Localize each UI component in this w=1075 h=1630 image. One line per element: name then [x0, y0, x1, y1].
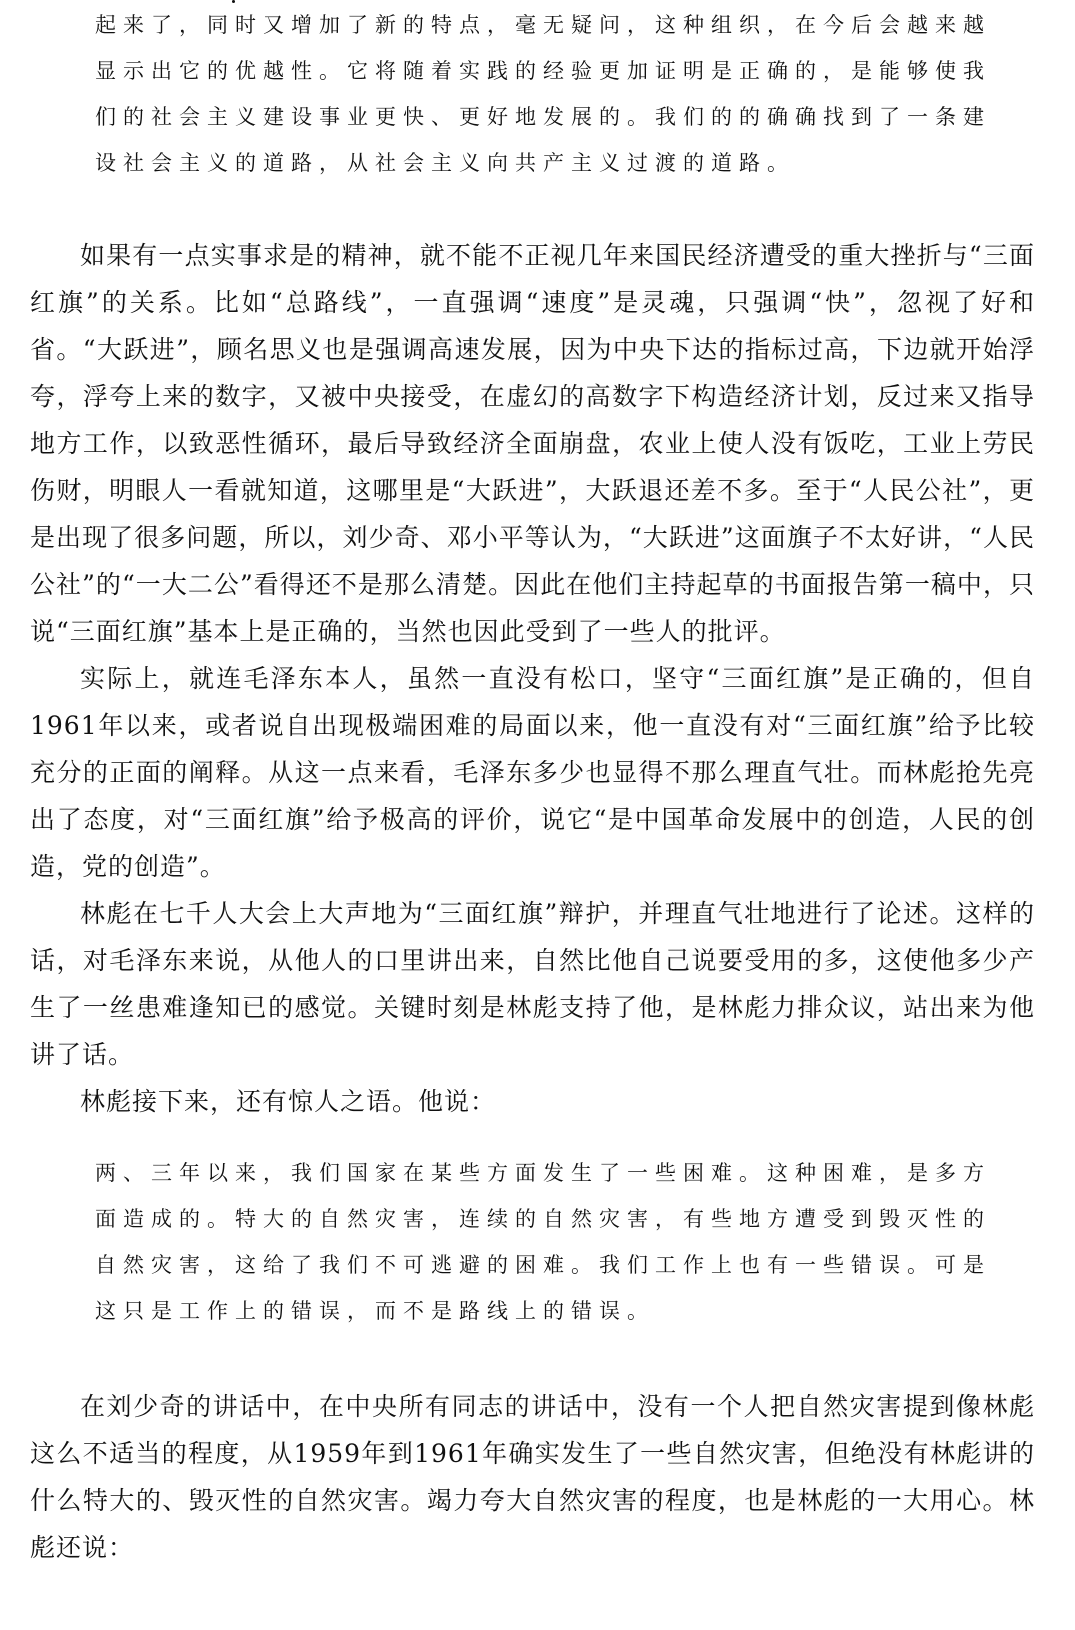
body-paragraph: 林彪接下来，还有惊人之语。他说：: [80, 1087, 497, 1116]
quote-block-top: [95, 2, 995, 186]
body-paragraph: 实际上，就连毛泽东本人，虽然一直没有松口，坚守“三面红旗”是正确的，但自1961年以来，或者说自出现极端困难的局面以来，他一直没有对“三面红旗”给予比较充分的正面的阐释。从这一点来看，毛泽东多少也显得不那么理直气壮。而林彪抢先亮出了态度，对“三面红旗”给予极高的评价，说它“是中国革命发展中的创造，人民的创造，党的创造”。: [30, 664, 1035, 881]
quote-paragraph: 两、三年以来，我们国家在某些方面发生了一些困难。这种困难，是多方面造成的。特大的自然灾害，连续的自然灾害，有些地方遭受到毁灭性的自然灾害，这给了我们不可逃避的困难。我们工作上也有一些错误。可是这只是工作上的错误，而不是路线上的错误。: [95, 1161, 991, 1323]
quote-paragraph: 起来了，同时又增加了新的特点，毫无疑问，这种组织，在今后会越来越显示出它的优越性。它将随着实践的经验更加证明是正确的，是能够使我们的社会主义建设事业更快、更好地发展的。我们的的确确找到了一条建设社会主义的道路，从社会主义向共产主义过渡的道路。: [95, 13, 991, 175]
body-paragraph: 如果有一点实事求是的精神，就不能不正视几年来国民经济遭受的重大挫折与“三面红旗”的关系。比如“总路线”，一直强调“速度”是灵魂，只强调“快”，忽视了好和省。“大跃进”，顾名思义也是强调高速发展，因为中央下达的指标过高，下边就开始浮夸，浮夸上来的数字，又被中央接受，在虚幻的高数字下构造经济计划，反过来又指导地方工作，以致恶性循环，最后导致经济全面崩盘，农业上使人没有饭吃，工业上劳民伤财，明眼人一看就知道，这哪里是“大跃进”，大跃退还差不多。至于“人民公社”，更是出现了很多问题，所以，刘少奇、邓小平等认为，“大跃进”这面旗子不太好讲，“人民公社”的“一大二公”看得还不是那么清楚。因此在他们主持起草的书面报告第一稿中，只说“三面红旗”基本上是正确的，当然也因此受到了一些人的批评。: [30, 241, 1035, 646]
body-section-2: [30, 1383, 1035, 1571]
body-paragraph: 在刘少奇的讲话中，在中央所有同志的讲话中，没有一个人把自然灾害提到像林彪这么不适当的程度，从1959年到1961年确实发生了一些自然灾害，但绝没有林彪讲的什么特大的、毁灭性的自然灾害。竭力夸大自然灾害的程度，也是林彪的一大用心。林彪还说：: [30, 1392, 1035, 1562]
quote-block-middle: [95, 1150, 995, 1334]
body-paragraph: 林彪在七千人大会上大声地为“三面红旗”辩护，并理直气壮地进行了论述。这样的话，对毛泽东来说，从他人的口里讲出来，自然比他自己说要受用的多，这使他多少产生了一丝患难逢知已的感觉。关键时刻是林彪支持了他，是林彪力排众议，站出来为他讲了话。: [30, 899, 1035, 1069]
body-section-1: [30, 232, 1035, 1125]
